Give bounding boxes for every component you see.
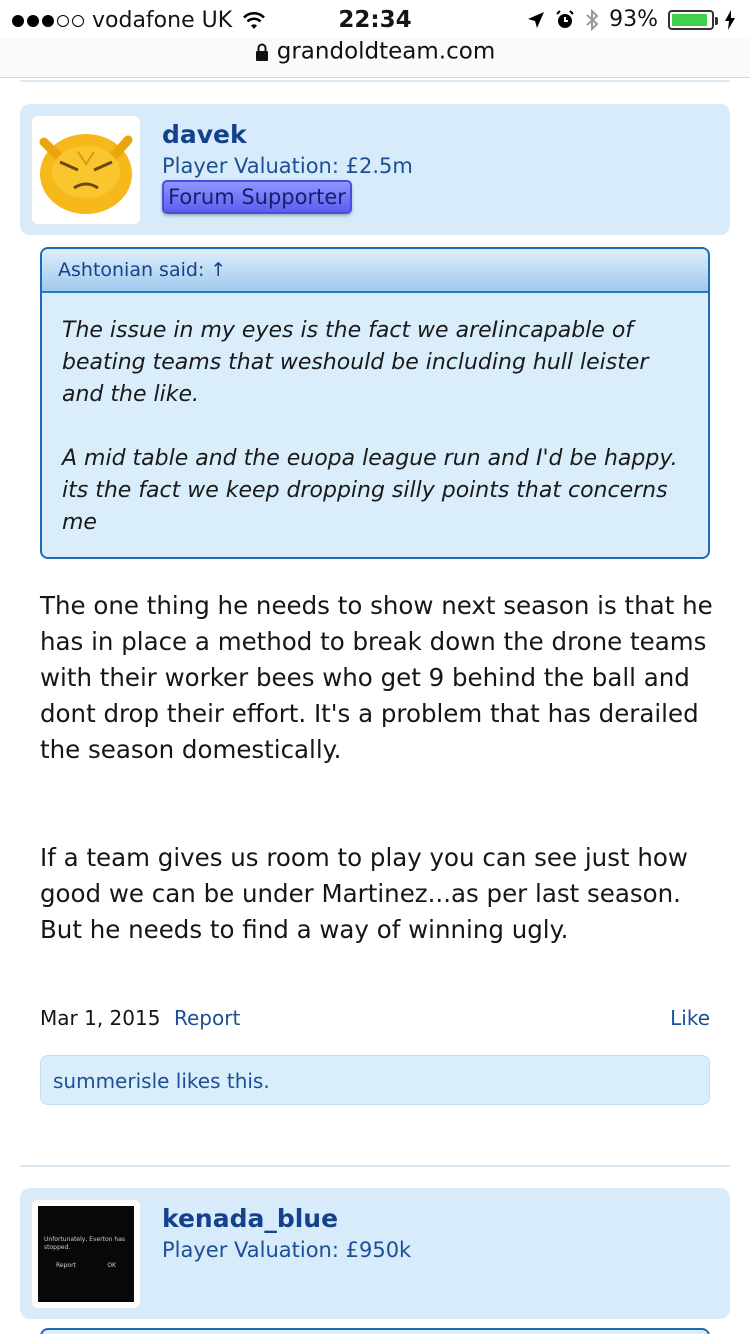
alarm-icon bbox=[555, 10, 575, 30]
forum-supporter-badge: Forum Supporter bbox=[162, 180, 352, 214]
quote-paragraph: A mid table and the euopa league run and I'd be happy. its the fact we keep dropping silly points that concerns me bbox=[62, 446, 678, 535]
status-bar bbox=[0, 0, 750, 40]
quote-block-partial bbox=[40, 1328, 710, 1334]
battery-icon bbox=[668, 10, 714, 30]
divider bbox=[20, 1165, 730, 1167]
divider bbox=[20, 80, 730, 82]
user-panel bbox=[20, 1188, 730, 1319]
lock-icon bbox=[255, 43, 269, 61]
post-paragraph: The one thing he needs to show next season is that he has in place a method to break down the drone teams with their worker bees who get 9 behind the ball and dont drop their effort. It's a problem that has derailed the season domestically. bbox=[40, 591, 713, 764]
quote-body bbox=[42, 293, 708, 539]
battery-fill bbox=[672, 14, 707, 26]
post-date[interactable]: Mar 1, 2015 bbox=[40, 1006, 161, 1030]
avatar-image bbox=[38, 1206, 134, 1302]
carrier-name: vodafone UK bbox=[92, 8, 233, 33]
url-text: grandoldteam.com bbox=[276, 38, 496, 65]
player-valuation: Player Valuation: £950k bbox=[162, 1238, 412, 1262]
user-panel bbox=[20, 104, 730, 235]
report-link[interactable]: Report bbox=[174, 1006, 241, 1030]
clock: 22:34 bbox=[338, 7, 412, 33]
player-valuation: Player Valuation: £2.5m bbox=[162, 154, 413, 178]
quote-block bbox=[40, 247, 710, 559]
post-meta bbox=[40, 1006, 710, 1036]
post-paragraph: If a team gives us room to play you can see just how good we can be under Martinez...as per last season. But he needs to find a way of winning ugly. bbox=[40, 843, 688, 944]
location-icon bbox=[527, 11, 545, 29]
username[interactable]: davek bbox=[162, 120, 247, 149]
quote-paragraph: The issue in my eyes is the fact we areIincapable of beating teams that weshould be including hull leister and the like. bbox=[62, 318, 649, 407]
username[interactable]: kenada_blue bbox=[162, 1204, 339, 1233]
bluetooth-icon bbox=[585, 9, 599, 31]
avatar-dialog-text: Unfortunately, Everton has stopped. bbox=[44, 1236, 125, 1251]
avatar-image bbox=[38, 122, 134, 218]
likes-summary[interactable]: summerisle likes this. bbox=[40, 1055, 710, 1105]
charging-icon bbox=[724, 10, 736, 30]
url-bar[interactable] bbox=[0, 38, 750, 78]
like-link[interactable]: Like bbox=[670, 1006, 710, 1030]
battery-percentage: 93% bbox=[609, 7, 658, 32]
avatar-dialog-button: Report bbox=[56, 1262, 76, 1269]
avatar[interactable] bbox=[32, 116, 140, 224]
avatar-dialog-button: OK bbox=[107, 1262, 116, 1269]
quote-author[interactable]: Ashtonian said: ↑ bbox=[42, 249, 708, 293]
status-right bbox=[527, 7, 736, 32]
avatar[interactable] bbox=[32, 1200, 140, 1308]
